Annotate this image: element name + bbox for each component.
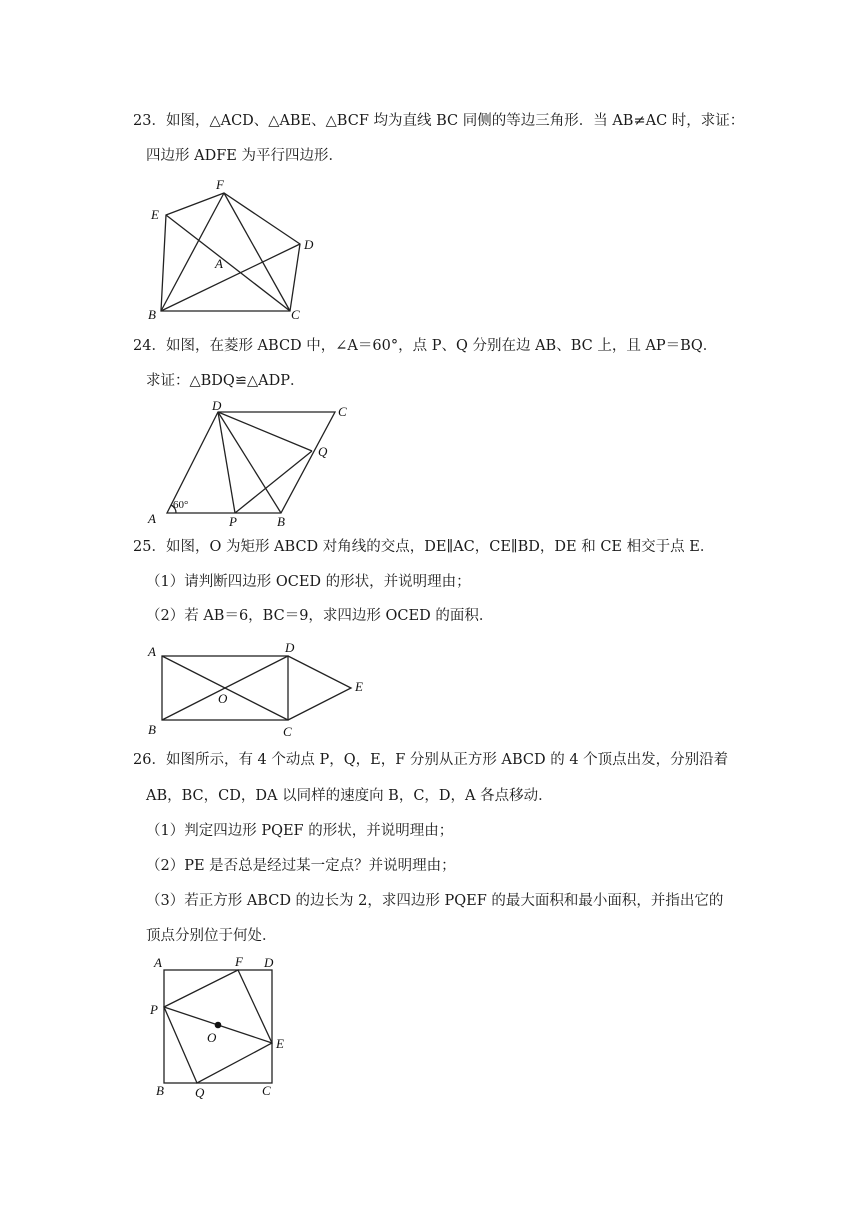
fig25-label-B: B: [148, 722, 156, 737]
fig24-label-B: B: [277, 514, 285, 528]
fig26-label-B: B: [156, 1083, 164, 1098]
problem-25-line-3: （2）若 AB＝6，BC＝9，求四边形 OCED 的面积．: [146, 608, 494, 624]
problem-26-line-5: （3）若正方形 ABCD 的边长为 2，求四边形 PQEF 的最大面积和最小面积，并指出它的: [146, 893, 724, 909]
fig24-pq: [235, 451, 312, 513]
fig26-label-D: D: [264, 955, 274, 970]
fig26-label-P: P: [150, 1002, 158, 1017]
fig23-label-A: A: [215, 256, 223, 271]
figure-24: [140, 398, 370, 528]
fig24-label-A: A: [148, 511, 156, 526]
problem-24-line-2: 求证：△BDQ≌△ADP．: [146, 373, 305, 389]
fig26-label-F: F: [235, 954, 243, 969]
fig26-label-C: C: [262, 1083, 271, 1098]
fig24-rhombus: [167, 412, 335, 513]
fig26-point-O: [215, 1022, 222, 1029]
problem-26-line-2: AB，BC，CD，DA 以同样的速度向 B，C，D，A 各点移动．: [146, 788, 553, 804]
fig24-label-C: C: [338, 404, 347, 419]
problem-26-line-3: （1）判定四边形 PQEF 的形状，并说明理由；: [146, 823, 454, 839]
fig23-fc: [224, 193, 290, 311]
fig23-label-B: B: [148, 307, 156, 322]
figure-23: [140, 175, 330, 325]
fig23-label-D: D: [304, 237, 314, 252]
fig24-label-D: D: [212, 398, 222, 413]
fig25-label-E: E: [355, 679, 363, 694]
fig25-dec: [288, 656, 351, 720]
fig26-label-O: O: [207, 1030, 217, 1045]
problem-26-line-6: 顶点分别位于何处．: [146, 928, 277, 944]
fig24-db: [218, 412, 281, 513]
fig25-label-D: D: [285, 640, 295, 655]
fig24-dq: [218, 412, 312, 451]
fig23-label-C: C: [291, 307, 300, 322]
fig23-label-F: F: [216, 177, 224, 192]
fig25-label-C: C: [283, 724, 292, 739]
fig24-dp: [218, 412, 235, 513]
fig26-label-Q: Q: [195, 1085, 205, 1100]
figure-26: [140, 952, 300, 1102]
fig24-label-Q: Q: [318, 444, 328, 459]
fig26-label-E: E: [276, 1036, 284, 1051]
problem-25-line-2: （1）请判断四边形 OCED 的形状，并说明理由；: [146, 574, 471, 590]
problem-25-line-1: 25．如图，O 为矩形 ABCD 对角线的交点，DE∥AC，CE∥BD，DE 和 CE 相交于点 E．: [133, 539, 715, 555]
fig23-ec: [166, 215, 290, 311]
problem-24-line-1: 24．如图，在菱形 ABCD 中，∠A＝60°，点 P、Q 分别在边 AB、BC 上，且 AP＝BQ．: [133, 338, 718, 354]
figure-25: [140, 640, 370, 740]
fig23-label-E: E: [151, 207, 159, 222]
fig24-label-P: P: [229, 514, 237, 528]
fig26-label-A: A: [154, 955, 162, 970]
problem-23-line-1: 23．如图，△ACD、△ABE、△BCF 均为直线 BC 同侧的等边三角形．当 AB≠AC 时，求证：: [133, 113, 745, 129]
problem-26-line-1: 26．如图所示，有 4 个动点 P，Q，E，F 分别从正方形 ABCD 的 4 个顶点出发，分别沿着: [133, 752, 729, 768]
problem-23-line-2: 四边形 ADFE 为平行四边形．: [146, 148, 343, 164]
fig25-label-A: A: [148, 644, 156, 659]
problem-26-line-4: （2）PE 是否总是经过某一定点？并说明理由；: [146, 858, 456, 874]
fig24-label-angle: 60°: [173, 499, 189, 511]
fig25-label-O: O: [218, 691, 228, 706]
fig23-bd: [161, 244, 300, 311]
fig23-outline: [161, 193, 300, 311]
